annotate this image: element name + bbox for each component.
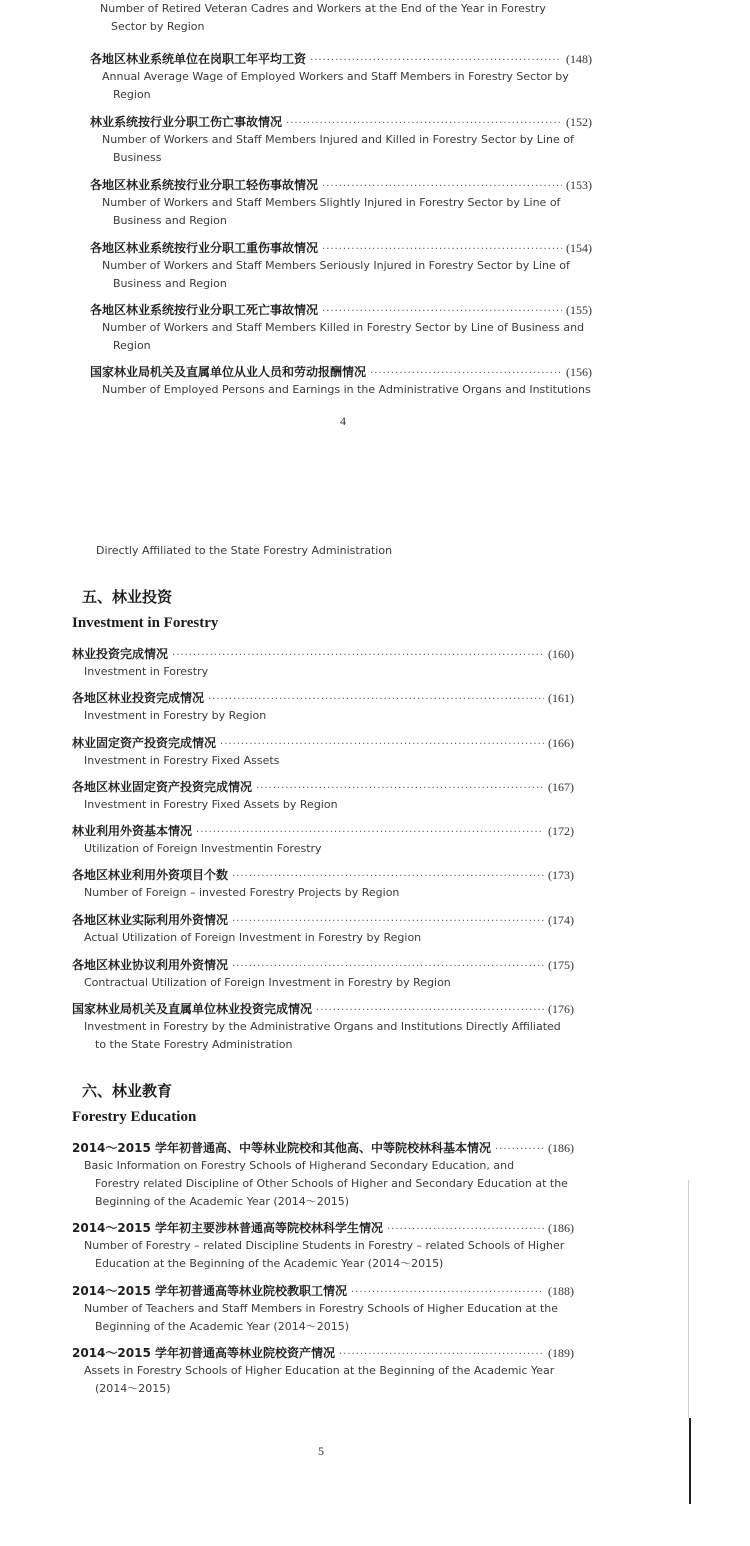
toc-entry[interactable] <box>72 1139 574 1211</box>
toc-entry[interactable] <box>72 956 574 992</box>
toc-entry[interactable] <box>90 176 592 230</box>
toc-entry[interactable] <box>72 1282 574 1336</box>
toc-entry-page: (160) <box>548 647 574 661</box>
toc-entry-zh: 各地区林业固定资产投资完成情况 <box>72 780 253 794</box>
toc-entry-en-line2: (2014～2015) <box>95 1382 171 1395</box>
toc-entry-en-line1: Number of Employed Persons and Earnings in the Administrative Organs and Institutions <box>102 383 591 396</box>
dot-leader <box>172 650 544 661</box>
toc-entry-en-line1: Investment in Forestry <box>84 665 209 678</box>
toc-entry-zh: 2014～2015 学年初主要涉林普通高等院校林科学生情况 <box>72 1221 383 1235</box>
dot-leader <box>316 1005 544 1016</box>
toc-entry-zh: 各地区林业系统按行业分职工死亡事故情况 <box>90 303 319 317</box>
toc-entry[interactable] <box>72 822 574 858</box>
toc-entry[interactable] <box>72 1000 574 1054</box>
toc-entry-en-line1: Investment in Forestry by Region <box>84 709 267 722</box>
toc-entry-en-line1: Number of Foreign – invested Forestry Projects by Region <box>84 886 400 899</box>
dot-leader <box>208 694 544 705</box>
toc-entry-page: (153) <box>566 178 592 192</box>
toc-entry-en-line1: Actual Utilization of Foreign Investment in Forestry by Region <box>84 931 422 944</box>
dot-leader <box>286 118 562 129</box>
toc-entry[interactable] <box>90 239 592 293</box>
continued-text: Directly Affiliated to the State Forestry Administration <box>96 544 393 557</box>
toc-entry-en-line1: Basic Information on Forestry Schools of Higherand Secondary Education, and <box>84 1159 515 1172</box>
toc-entry-page: (166) <box>548 736 574 750</box>
toc-entry-page: (156) <box>566 365 592 379</box>
dot-leader <box>256 783 544 794</box>
toc-entry-en-line2: to the State Forestry Administration <box>95 1038 293 1051</box>
toc-entry[interactable] <box>72 1344 574 1398</box>
toc-entry-zh: 林业系统按行业分职工伤亡事故情况 <box>90 115 283 129</box>
dot-leader <box>495 1144 544 1155</box>
toc-entry-en-line1: Number of Workers and Staff Members Slightly Injured in Forestry Sector by Line of <box>102 196 561 209</box>
toc-entry-zh: 2014～2015 学年初普通高等林业院校教职工情况 <box>72 1284 347 1298</box>
toc-entry-page: (186) <box>548 1221 574 1235</box>
toc-entry[interactable] <box>72 911 574 947</box>
toc-entry-zh: 各地区林业利用外资项目个数 <box>72 868 229 882</box>
dot-leader <box>370 368 562 379</box>
toc-entry-en-line1: Number of Retired Veteran Cadres and Workers at the End of the Year in Forestry <box>100 2 546 15</box>
dot-leader <box>339 1349 544 1360</box>
scan-edge-line <box>689 1418 691 1504</box>
toc-entry-zh: 各地区林业系统按行业分职工轻伤事故情况 <box>90 178 319 192</box>
toc-entry-page: (152) <box>566 115 592 129</box>
dot-leader <box>232 916 544 927</box>
toc-entry[interactable] <box>72 734 574 770</box>
toc-entry[interactable] <box>90 301 592 355</box>
toc-entry-page: (148) <box>566 52 592 66</box>
toc-entry-en-line2: Forestry related Discipline of Other Schools of Higher and Secondary Education at the <box>95 1177 568 1190</box>
toc-entry-zh: 各地区林业投资完成情况 <box>72 691 205 705</box>
toc-entry-en-line2: Business and Region <box>113 277 227 290</box>
section-title-en: Investment in Forestry <box>72 615 219 631</box>
section-title-zh: 五、林业投资 <box>82 588 173 606</box>
toc-entry-en-line1: Investment in Forestry Fixed Assets by Region <box>84 798 338 811</box>
toc-entry[interactable] <box>72 689 574 725</box>
toc-entry-page: (172) <box>548 824 574 838</box>
toc-entry-page: (161) <box>548 691 574 705</box>
toc-entry-en-line2: Business <box>113 151 162 164</box>
dot-leader <box>220 739 544 750</box>
toc-entry[interactable] <box>72 866 574 902</box>
page-number: 5 <box>318 1444 324 1458</box>
section-title-zh: 六、林业教育 <box>82 1082 173 1100</box>
dot-leader <box>196 827 544 838</box>
toc-entry[interactable] <box>90 113 592 167</box>
toc-entry-page: (167) <box>548 780 574 794</box>
toc-entry[interactable] <box>72 778 574 814</box>
toc-entry-en-line2: Region <box>113 88 151 101</box>
toc-entry-zh: 各地区林业系统按行业分职工重伤事故情况 <box>90 241 319 255</box>
toc-entry-en-line2: Beginning of the Academic Year (2014～2015) <box>95 1320 349 1333</box>
toc-entry-page: (174) <box>548 913 574 927</box>
toc-entry-page: (155) <box>566 303 592 317</box>
toc-entry-page: (154) <box>566 241 592 255</box>
dot-leader <box>310 55 562 66</box>
dot-leader <box>232 961 544 972</box>
toc-entry-en-line1: Contractual Utilization of Foreign Investment in Forestry by Region <box>84 976 451 989</box>
toc-entry-en-line2: Education at the Beginning of the Academic Year (2014～2015) <box>95 1257 444 1270</box>
toc-entry-cut <box>100 0 600 36</box>
toc-entry-page: (188) <box>548 1284 574 1298</box>
toc-entry-zh: 2014～2015 学年初普通高、中等林业院校和其他高、中等院校林科基本情况 <box>72 1141 491 1155</box>
toc-entry-en-line1: Assets in Forestry Schools of Higher Education at the Beginning of the Academic Year <box>84 1364 555 1377</box>
page-number: 4 <box>340 414 346 428</box>
scan-edge-shadow <box>688 1180 689 1418</box>
toc-entry-en-line1: Annual Average Wage of Employed Workers and Staff Members in Forestry Sector by <box>102 70 569 83</box>
toc-entry-zh: 国家林业局机关及直属单位林业投资完成情况 <box>72 1002 313 1016</box>
dot-leader <box>322 181 562 192</box>
toc-entry-page: (186) <box>548 1141 574 1155</box>
toc-entry-en-line1: Number of Workers and Staff Members Injured and Killed in Forestry Sector by Line of <box>102 133 574 146</box>
toc-entry-en-line1: Investment in Forestry by the Administrative Organs and Institutions Directly Affiliated <box>84 1020 561 1033</box>
dot-leader <box>351 1287 544 1298</box>
dot-leader <box>387 1224 544 1235</box>
toc-entry-zh: 林业投资完成情况 <box>72 647 169 661</box>
dot-leader <box>232 871 544 882</box>
toc-entry-en-line1: Number of Workers and Staff Members Seriously Injured in Forestry Sector by Line of <box>102 259 570 272</box>
toc-entry-en-line1: Number of Teachers and Staff Members in Forestry Schools of Higher Education at the <box>84 1302 559 1315</box>
toc-entry-zh: 各地区林业协议利用外资情况 <box>72 958 229 972</box>
toc-entry-zh: 各地区林业系统单位在岗职工年平均工资 <box>90 52 307 66</box>
toc-entry[interactable] <box>90 363 592 399</box>
toc-entry-en-line2: Region <box>113 339 151 352</box>
toc-entry[interactable] <box>72 645 574 681</box>
toc-entry-page: (176) <box>548 1002 574 1016</box>
toc-entry-zh: 林业固定资产投资完成情况 <box>72 736 217 750</box>
toc-entry-page: (189) <box>548 1346 574 1360</box>
toc-entry-zh: 国家林业局机关及直属单位从业人员和劳动报酬情况 <box>90 365 367 379</box>
toc-entry-en-line1: Investment in Forestry Fixed Assets <box>84 754 280 767</box>
toc-entry-zh: 林业利用外资基本情况 <box>72 824 193 838</box>
toc-entry-page: (175) <box>548 958 574 972</box>
dot-leader <box>322 244 562 255</box>
toc-entry[interactable] <box>72 1219 574 1273</box>
toc-entry-en-line2: Sector by Region <box>111 20 205 33</box>
toc-entry-page: (173) <box>548 868 574 882</box>
toc-entry-zh: 2014～2015 学年初普通高等林业院校资产情况 <box>72 1346 335 1360</box>
toc-entry-en-line2: Business and Region <box>113 214 227 227</box>
section-title-en: Forestry Education <box>72 1109 197 1125</box>
toc-entry-zh: 各地区林业实际利用外资情况 <box>72 913 229 927</box>
toc-entry-en-line3: Beginning of the Academic Year (2014～2015) <box>95 1195 349 1208</box>
toc-entry-en-line1: Number of Workers and Staff Members Killed in Forestry Sector by Line of Business and <box>102 321 585 334</box>
dot-leader <box>322 306 562 317</box>
toc-entry-en-line1: Number of Forestry – related Discipline Students in Forestry – related Schools of Higher <box>84 1239 565 1252</box>
toc-entry[interactable] <box>90 50 592 104</box>
toc-entry-en-line1: Utilization of Foreign Investmentin Forestry <box>84 842 322 855</box>
